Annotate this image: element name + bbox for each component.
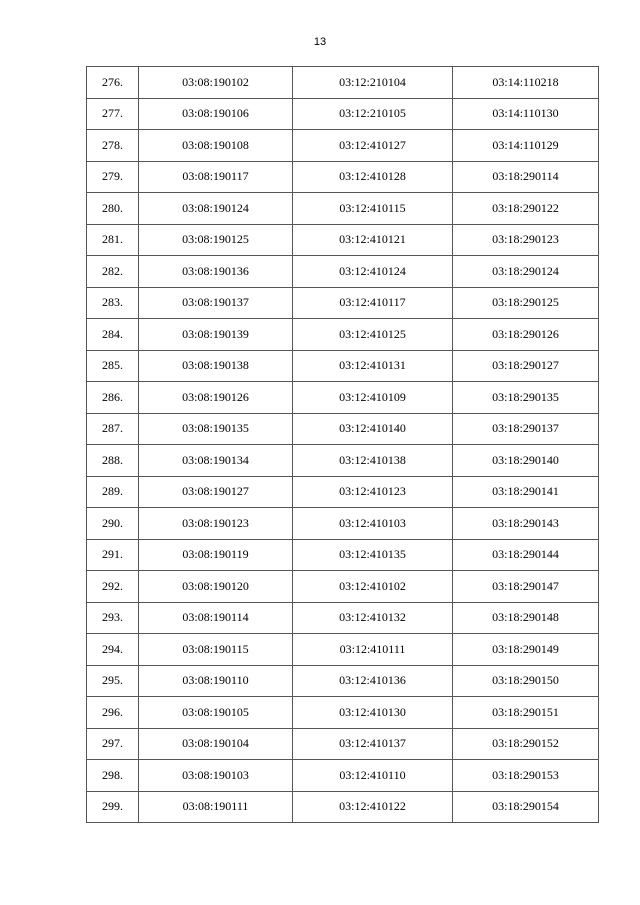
cadastral-number-cell: 03:08:190103 <box>139 760 293 792</box>
cadastral-number-cell: 03:08:190114 <box>139 602 293 634</box>
row-number-cell: 288. <box>87 445 139 477</box>
table-row <box>87 602 599 634</box>
row-number-cell: 291. <box>87 539 139 571</box>
row-number-cell: 282. <box>87 256 139 288</box>
cadastral-number-cell: 03:08:190117 <box>139 161 293 193</box>
cadastral-number-cell: 03:18:290135 <box>453 382 599 414</box>
cadastral-number-cell <box>293 602 453 634</box>
table-row <box>87 445 599 477</box>
cadastral-number-cell <box>293 98 453 130</box>
cadastral-number-cell: 03:08:190134 <box>139 445 293 477</box>
cadastral-number-cell <box>293 571 453 603</box>
cell-text: 03:12:410128 <box>339 169 406 184</box>
table-row <box>87 728 599 760</box>
row-number-cell: 278. <box>87 130 139 162</box>
row-number-cell: 276. <box>87 67 139 99</box>
cadastral-number-cell <box>293 634 453 666</box>
row-number-cell: 284. <box>87 319 139 351</box>
table-row <box>87 634 599 666</box>
row-number-cell: 299. <box>87 791 139 823</box>
cell-text: 03:12:210104 <box>339 74 406 89</box>
cadastral-number-cell: 03:08:190126 <box>139 382 293 414</box>
cell-text: 03:12:410102 <box>339 578 406 593</box>
cell-text: 03:12:410137 <box>339 736 406 751</box>
cadastral-number-cell: 03:08:190123 <box>139 508 293 540</box>
cadastral-number-cell <box>293 413 453 445</box>
cadastral-number-cell: 03:18:290150 <box>453 665 599 697</box>
cell-text: 03:12:210105 <box>339 106 406 121</box>
cadastral-number-cell: 03:18:290126 <box>453 319 599 351</box>
table-row <box>87 508 599 540</box>
cadastral-number-cell: 03:18:290149 <box>453 634 599 666</box>
cadastral-number-cell: 03:18:290124 <box>453 256 599 288</box>
cadastral-number-cell: 03:18:290151 <box>453 697 599 729</box>
cell-text: 03:12:410125 <box>339 326 406 341</box>
cadastral-number-cell <box>293 728 453 760</box>
cadastral-number-cell <box>293 476 453 508</box>
cadastral-number-cell: 03:14:110218 <box>453 67 599 99</box>
table-row <box>87 382 599 414</box>
cadastral-number-cell: 03:08:190104 <box>139 728 293 760</box>
cadastral-number-cell: 03:08:190135 <box>139 413 293 445</box>
row-number-cell: 298. <box>87 760 139 792</box>
cadastral-number-cell: 03:18:290154 <box>453 791 599 823</box>
cadastral-number-cell: 03:08:190125 <box>139 224 293 256</box>
table-row <box>87 161 599 193</box>
cell-text: 03:12:410109 <box>339 389 406 404</box>
cadastral-number-cell <box>293 665 453 697</box>
table-row <box>87 224 599 256</box>
cadastral-number-cell: 03:08:190138 <box>139 350 293 382</box>
cadastral-number-cell: 03:18:290137 <box>453 413 599 445</box>
row-number-cell: 286. <box>87 382 139 414</box>
cadastral-number-cell <box>293 224 453 256</box>
cell-text: 03:12:410115 <box>339 200 406 215</box>
row-number-cell: 295. <box>87 665 139 697</box>
cadastral-number-cell: 03:08:190137 <box>139 287 293 319</box>
row-number-cell: 285. <box>87 350 139 382</box>
cadastral-number-cell <box>293 697 453 729</box>
table-row <box>87 256 599 288</box>
table-row <box>87 791 599 823</box>
cadastral-number-cell <box>293 67 453 99</box>
cell-text: 03:12:410127 <box>339 137 406 152</box>
cadastral-number-cell <box>293 539 453 571</box>
table-row <box>87 665 599 697</box>
cadastral-number-cell <box>293 350 453 382</box>
cell-text: 03:12:410122 <box>339 799 406 814</box>
cadastral-number-cell: 03:18:290147 <box>453 571 599 603</box>
table-row <box>87 760 599 792</box>
cadastral-number-cell: 03:18:290127 <box>453 350 599 382</box>
cadastral-number-cell: 03:14:110129 <box>453 130 599 162</box>
cell-text: 03:12:410136 <box>339 673 406 688</box>
cadastral-number-cell <box>293 130 453 162</box>
table-row <box>87 571 599 603</box>
cell-text: 03:12:410140 <box>339 421 406 436</box>
cadastral-number-cell: 03:08:190105 <box>139 697 293 729</box>
cadastral-number-cell: 03:08:190136 <box>139 256 293 288</box>
table-row <box>87 476 599 508</box>
cadastral-number-cell: 03:18:290114 <box>453 161 599 193</box>
row-number-cell: 283. <box>87 287 139 319</box>
cadastral-number-cell: 03:08:190102 <box>139 67 293 99</box>
cell-text: 03:12:410121 <box>339 232 406 247</box>
row-number-cell: 293. <box>87 602 139 634</box>
cell-text: 03:12:410117 <box>339 295 406 310</box>
cadastral-number-cell: 03:08:190120 <box>139 571 293 603</box>
cadastral-number-cell: 03:18:290148 <box>453 602 599 634</box>
cadastral-number-cell <box>293 319 453 351</box>
row-number-cell: 277. <box>87 98 139 130</box>
row-number-cell: 281. <box>87 224 139 256</box>
cadastral-number-cell: 03:18:290123 <box>453 224 599 256</box>
cadastral-number-cell <box>293 382 453 414</box>
cadastral-number-cell <box>293 193 453 225</box>
row-number-cell: 279. <box>87 161 139 193</box>
cadastral-number-cell: 03:08:190124 <box>139 193 293 225</box>
cell-text: 03:12:410135 <box>339 547 406 562</box>
cell-text: 03:12:410110 <box>339 767 406 782</box>
cell-text: 03:12:410111 <box>339 641 406 656</box>
cadastral-number-cell <box>293 760 453 792</box>
cadastral-number-cell: 03:18:290153 <box>453 760 599 792</box>
cadastral-number-cell: 03:18:290152 <box>453 728 599 760</box>
row-number-cell: 296. <box>87 697 139 729</box>
cadastral-number-cell <box>293 445 453 477</box>
table-row <box>87 287 599 319</box>
page-number: 13 <box>313 36 327 48</box>
cadastral-number-cell: 03:18:290140 <box>453 445 599 477</box>
cell-text: 03:12:410138 <box>339 452 406 467</box>
row-number-cell: 287. <box>87 413 139 445</box>
cadastral-number-cell: 03:18:290125 <box>453 287 599 319</box>
row-number-cell: 289. <box>87 476 139 508</box>
table-row <box>87 98 599 130</box>
table-body <box>87 67 599 823</box>
cell-text: 03:12:410132 <box>339 610 406 625</box>
cadastral-number-cell: 03:08:190127 <box>139 476 293 508</box>
cadastral-number-cell <box>293 287 453 319</box>
cadastral-number-table <box>86 66 599 823</box>
cell-text: 03:12:410123 <box>339 484 406 499</box>
cadastral-number-cell: 03:08:190119 <box>139 539 293 571</box>
table-row <box>87 193 599 225</box>
table-row <box>87 67 599 99</box>
cadastral-number-cell: 03:08:190106 <box>139 98 293 130</box>
table-row <box>87 697 599 729</box>
cadastral-number-cell: 03:18:290141 <box>453 476 599 508</box>
row-number-cell: 292. <box>87 571 139 603</box>
cadastral-number-cell: 03:08:190108 <box>139 130 293 162</box>
cadastral-number-cell <box>293 791 453 823</box>
table-row <box>87 130 599 162</box>
cadastral-number-cell <box>293 161 453 193</box>
cadastral-number-cell: 03:14:110130 <box>453 98 599 130</box>
row-number-cell: 297. <box>87 728 139 760</box>
table-row <box>87 539 599 571</box>
row-number-cell: 294. <box>87 634 139 666</box>
cadastral-number-cell: 03:18:290144 <box>453 539 599 571</box>
cell-text: 03:12:410124 <box>339 263 406 278</box>
cadastral-number-cell <box>293 256 453 288</box>
cadastral-number-cell: 03:08:190115 <box>139 634 293 666</box>
cadastral-number-cell: 03:08:190111 <box>139 791 293 823</box>
row-number-cell: 290. <box>87 508 139 540</box>
cell-text: 03:12:410130 <box>339 704 406 719</box>
table-row <box>87 319 599 351</box>
table-row <box>87 413 599 445</box>
row-number-cell: 280. <box>87 193 139 225</box>
cadastral-number-cell: 03:18:290122 <box>453 193 599 225</box>
cadastral-number-cell <box>293 508 453 540</box>
cadastral-number-cell: 03:08:190139 <box>139 319 293 351</box>
cell-text: 03:12:410103 <box>339 515 406 530</box>
cell-text: 03:12:410131 <box>339 358 406 373</box>
cadastral-number-cell: 03:08:190110 <box>139 665 293 697</box>
table-row <box>87 350 599 382</box>
cadastral-number-cell: 03:18:290143 <box>453 508 599 540</box>
